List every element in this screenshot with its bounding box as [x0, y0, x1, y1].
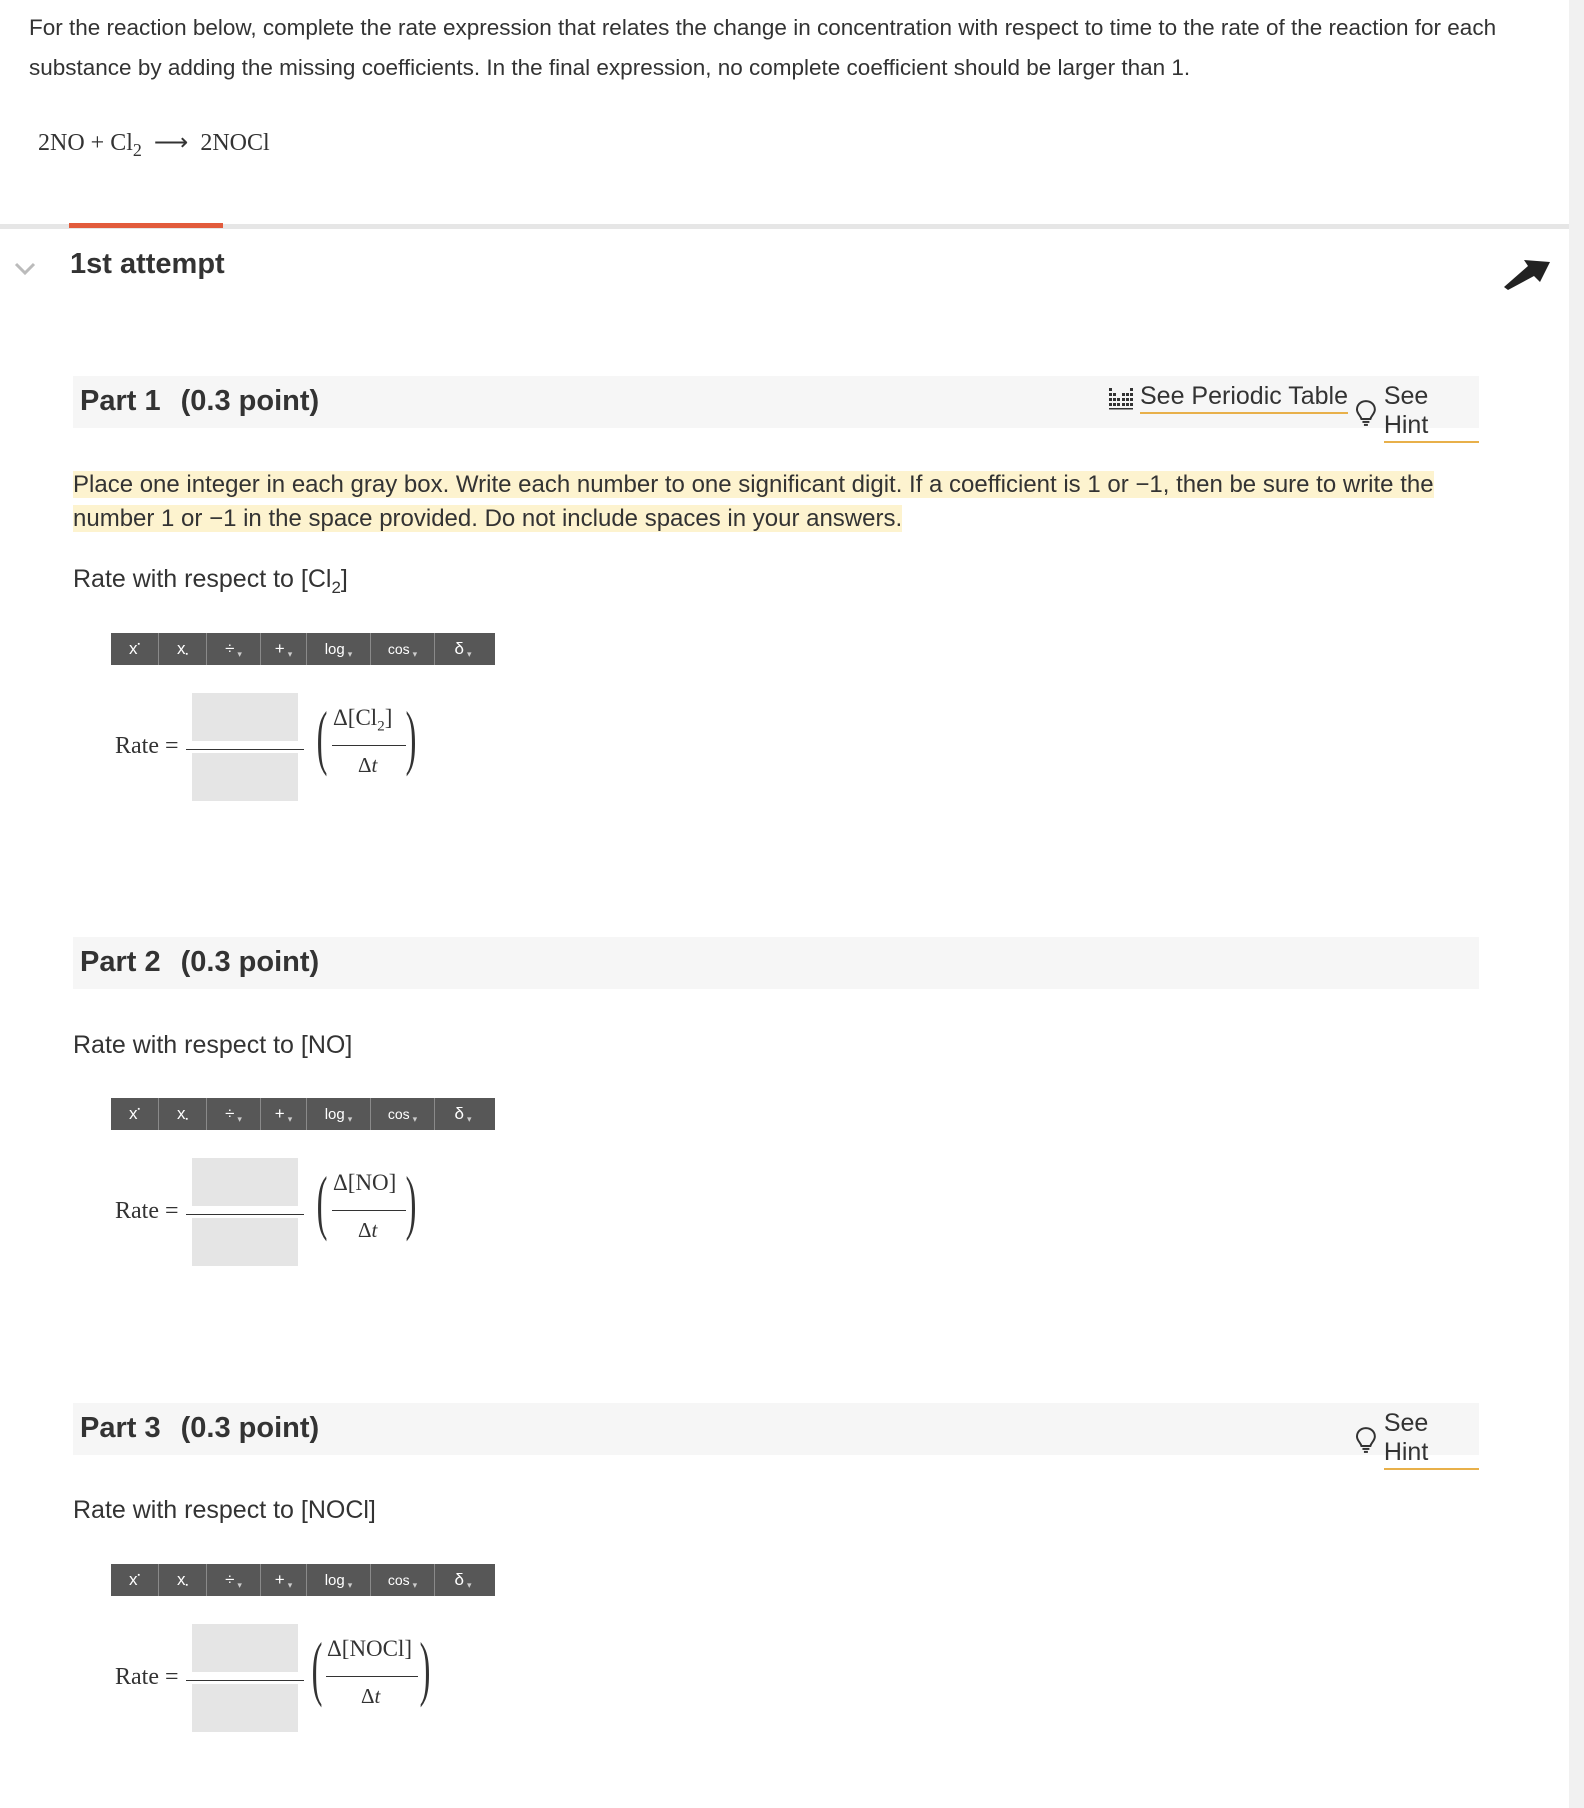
question-prompt: For the reaction below, complete the rate expression that relates the change in concentration with respect to time to the rate of the reaction for each substance by adding the missing coefficients. In the final expression, no complete coefficient should be larger than 1. — [29, 15, 1497, 80]
right-paren: ) — [419, 1628, 431, 1708]
rate-equals: Rate = — [115, 1198, 179, 1224]
see-periodic-table-label: See Periodic Table — [1140, 382, 1348, 414]
subscript-button[interactable]: x ▪ — [159, 633, 207, 665]
part-1-header — [73, 376, 1479, 439]
part-2-title: Part 2 (0.3 point) — [80, 946, 320, 978]
part-1-math-toolbar — [111, 633, 495, 665]
log-button[interactable]: log ▾ — [307, 633, 371, 665]
reactant-no: 2NO — [38, 130, 85, 156]
fraction-bar — [186, 1680, 304, 1681]
delta-concentration: Δ[NOCl] — [327, 1636, 413, 1661]
part-1-rate-equation — [111, 693, 491, 803]
part-2-header — [73, 937, 1479, 989]
part-2-denominator-input[interactable] — [192, 1218, 298, 1266]
attempt-tab-indicator — [69, 223, 223, 228]
reactant-cl2: $Cl_2$ — [110, 130, 142, 160]
delta-time: Δt — [361, 1684, 381, 1708]
attempt-divider — [0, 224, 1569, 229]
part-1-numerator-input[interactable] — [192, 693, 298, 741]
rate-equals: Rate = — [115, 1664, 179, 1690]
chevron-down-icon[interactable] — [14, 262, 36, 276]
left-paren: ( — [311, 1628, 323, 1708]
fraction-button[interactable]: ÷ ▾ — [207, 633, 261, 665]
right-paren: ) — [405, 1162, 417, 1242]
see-periodic-table-link[interactable] — [1108, 382, 1348, 414]
trig-button[interactable]: cos ▾ — [371, 1098, 435, 1130]
part-3-numerator-input[interactable] — [192, 1624, 298, 1672]
log-button[interactable]: log ▾ — [307, 1564, 371, 1596]
plus-minus-button[interactable]: + ▾ — [261, 1098, 307, 1130]
see-hint-link-part-1[interactable] — [1354, 382, 1479, 443]
fraction-bar — [186, 1214, 304, 1215]
part-2-rate-equation — [111, 1158, 491, 1268]
part-1-instruction: Place one integer in each gray box. Write each number to one significant digit. If a coefficient is 1 or −1, then be sure to write the number 1 or −1 in the space provided. Do not include spaces in your answers. — [73, 471, 1434, 532]
lightbulb-icon — [1354, 399, 1378, 427]
delta-time: Δt — [358, 1218, 378, 1242]
part-3-denominator-input[interactable] — [192, 1684, 298, 1732]
reaction-arrow: ⟶ — [153, 130, 189, 156]
part-1-rate-label: Rate with respect to $[Cl_2]$ — [73, 565, 348, 597]
derivative-bar — [332, 745, 406, 746]
part-3-math-toolbar — [111, 1564, 495, 1596]
plus-minus-button[interactable]: + ▾ — [261, 1564, 307, 1596]
part-3-title: Part 3 (0.3 point) — [80, 1412, 320, 1444]
part-2-numerator-input[interactable] — [192, 1158, 298, 1206]
log-button[interactable]: log ▾ — [307, 1098, 371, 1130]
derivative-bar — [332, 1210, 406, 1211]
attempt-title: 1st attempt — [70, 248, 225, 280]
plus-minus-button[interactable]: + ▾ — [261, 633, 307, 665]
delta-concentration: Δ[NO] — [333, 1170, 397, 1195]
plus-sign: + — [90, 130, 105, 156]
fraction-button[interactable]: ÷ ▾ — [207, 1098, 261, 1130]
greek-button[interactable]: δ ▾ — [454, 639, 472, 659]
part-2-math-toolbar — [111, 1098, 495, 1130]
reaction-equation — [38, 128, 270, 160]
subscript-button[interactable]: x ▪ — [159, 1098, 207, 1130]
superscript-button[interactable]: x ▪ — [111, 1098, 159, 1130]
fraction-button[interactable]: ÷ ▾ — [207, 1564, 261, 1596]
superscript-button[interactable]: x ▪ — [111, 633, 159, 665]
see-hint-label: See Hint — [1384, 382, 1479, 443]
pin-icon[interactable] — [1502, 250, 1552, 290]
right-paren: ) — [405, 697, 417, 777]
part-1-title: Part 1 (0.3 point) — [80, 385, 320, 417]
part-2-rate-label: Rate with respect to [NO] — [73, 1031, 353, 1059]
see-hint-label: See Hint — [1384, 1409, 1479, 1470]
left-paren: ( — [316, 697, 328, 777]
trig-button[interactable]: cos ▾ — [371, 1564, 435, 1596]
lightbulb-icon — [1354, 1426, 1378, 1454]
see-hint-link-part-3[interactable] — [1354, 1409, 1479, 1470]
greek-button[interactable]: δ ▾ — [454, 1104, 472, 1124]
trig-button[interactable]: cos ▾ — [371, 633, 435, 665]
product-nocl: 2NOCl — [200, 130, 270, 156]
greek-button[interactable]: δ ▾ — [454, 1570, 472, 1590]
left-paren: ( — [316, 1162, 328, 1242]
subscript-button[interactable]: x ▪ — [159, 1564, 207, 1596]
delta-concentration: $\Delta[Cl_2]$ — [333, 705, 393, 735]
derivative-bar — [326, 1676, 418, 1677]
part-1-denominator-input[interactable] — [192, 753, 298, 801]
part-3-header — [73, 1403, 1479, 1466]
periodic-table-icon — [1108, 386, 1134, 410]
part-3-rate-equation — [111, 1624, 491, 1734]
delta-time: Δt — [358, 753, 378, 777]
fraction-bar — [186, 749, 304, 750]
part-3-rate-label: Rate with respect to [NOCl] — [73, 1496, 376, 1524]
superscript-button[interactable]: x ▪ — [111, 1564, 159, 1596]
scrollbar-track[interactable] — [1569, 0, 1584, 1808]
rate-equals: Rate = — [115, 733, 179, 759]
